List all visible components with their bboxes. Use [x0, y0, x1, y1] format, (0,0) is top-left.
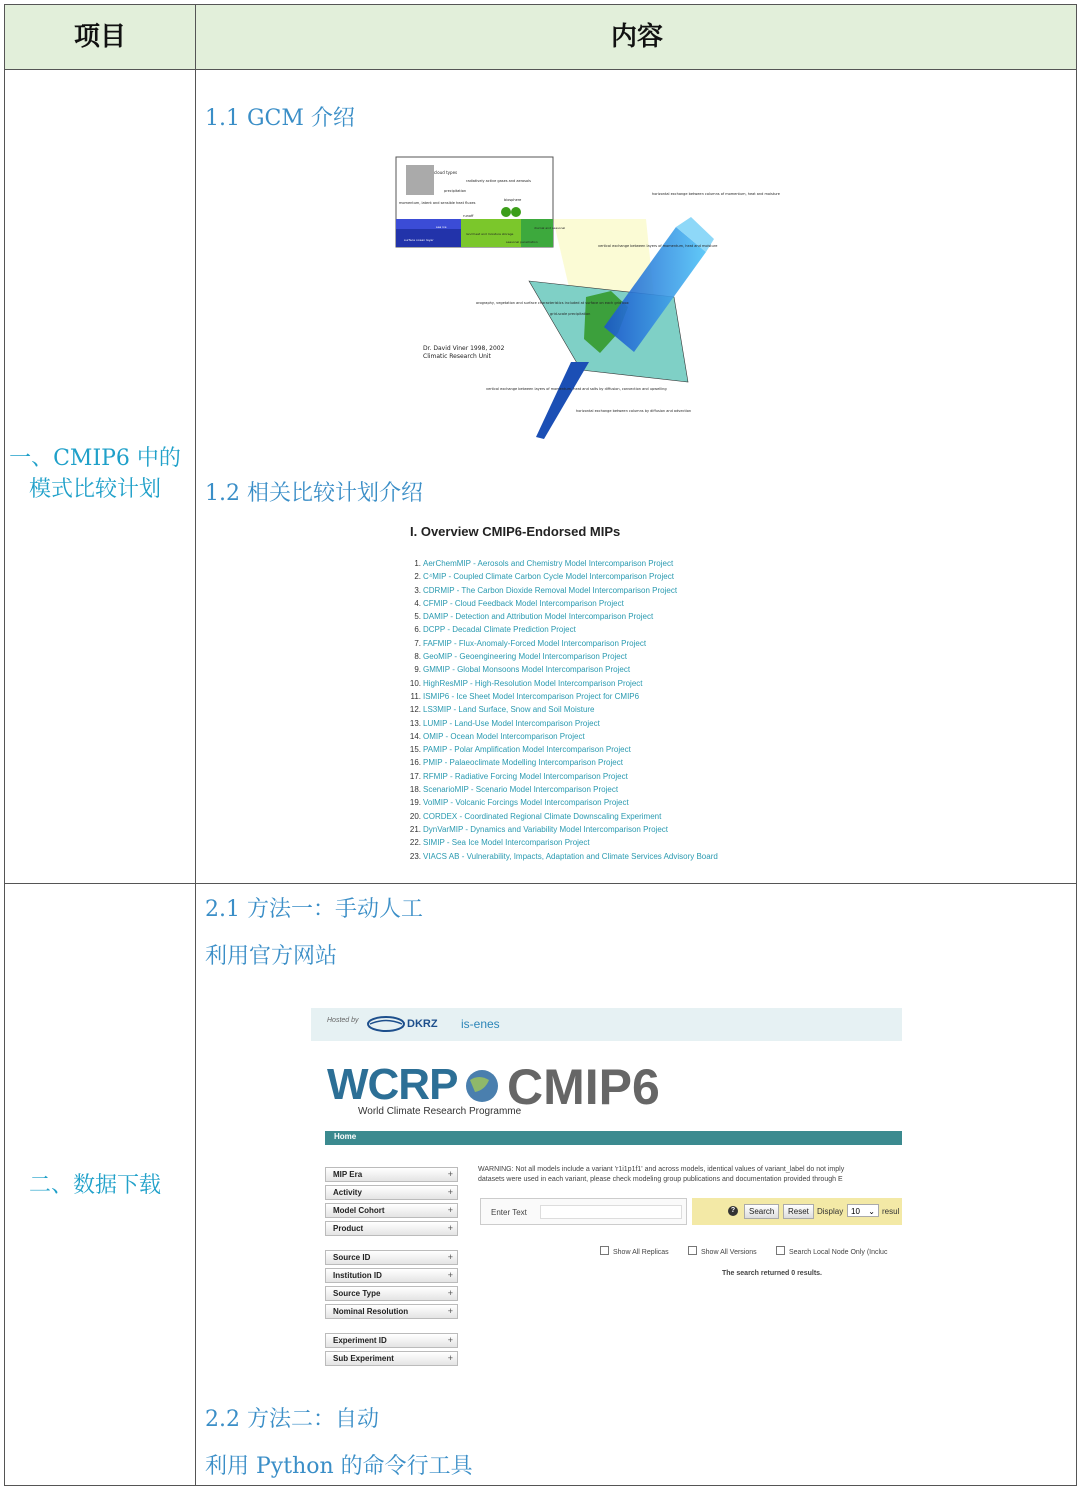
facet-label: Sub Experiment	[333, 1354, 394, 1363]
mip-description: - Radiative Forcing Model Intercomparison Project	[447, 771, 628, 781]
mip-description: - Scenario Model Intercomparison Project	[468, 785, 619, 795]
expand-plus-icon: +	[447, 1187, 453, 1197]
mip-list-item	[403, 756, 718, 769]
dkrz-logo-text: DKRZ	[407, 1018, 438, 1030]
facet-source-id[interactable]	[325, 1250, 458, 1265]
mip-description: - The Carbon Dioxide Removal Model Intercomparison Project	[454, 585, 678, 595]
label-seasonal: seasonal penetration	[506, 240, 538, 244]
label-vertical-top: vertical exchange between layers of momentum, heat and moisture	[598, 244, 718, 248]
chevron-down-icon: ⌄	[868, 1207, 875, 1216]
display-value: 10	[851, 1207, 860, 1216]
mip-list-item	[403, 823, 718, 836]
mip-number: 13.	[409, 718, 421, 728]
search-box	[480, 1198, 687, 1225]
mip-description: - High-Resolution Model Intercomparison Project	[467, 678, 643, 688]
checkbox-icon	[688, 1246, 697, 1255]
label-vertical-ocean: vertical exchange between layers of momentum, heat and salts by diffusion, convection and upwelling	[486, 387, 667, 391]
mip-description: - Coupled Climate Carbon Cycle Model Intercomparison Project	[446, 572, 674, 582]
gcm-diagram	[396, 157, 780, 442]
cloud-shape	[406, 165, 434, 195]
table-header	[5, 5, 1076, 70]
row-divider	[5, 883, 1076, 884]
mip-description: - Ice Sheet Model Intercomparison Project for CMIP6	[449, 691, 640, 701]
mip-list-item	[403, 663, 718, 676]
nav-home-link[interactable]: Home	[334, 1132, 357, 1141]
mip-number: 19.	[409, 798, 421, 808]
facet-label: Product	[333, 1224, 364, 1233]
mip-list-item	[403, 703, 718, 716]
label-horizontal-top: horizontal exchange between columns of momentum, heat and moisture	[652, 192, 780, 196]
mip-link[interactable]: RFMIP	[423, 771, 448, 781]
mip-list-item	[403, 810, 718, 823]
facet-product[interactable]	[325, 1221, 458, 1236]
mip-link[interactable]: LS3MIP	[423, 705, 452, 715]
label-ocean-layer: surface ocean layer	[404, 238, 434, 242]
expand-plus-icon: +	[447, 1288, 453, 1298]
mip-link[interactable]: ISMIP6	[423, 691, 450, 701]
label-fluxes: momentum, latent and sensible heat fluxes	[399, 201, 476, 205]
mip-number: 17.	[409, 771, 421, 781]
facet-label: Source ID	[333, 1253, 371, 1262]
mip-description: - Dynamics and Variability Model Intercomparison Project	[463, 824, 668, 834]
mip-number: 1.	[414, 559, 421, 568]
expand-plus-icon: +	[447, 1335, 453, 1345]
wcrp-subtitle: World Climate Research Programme	[358, 1106, 522, 1117]
section-2-1-title: 2.1 方法一：手动人工	[205, 897, 423, 922]
hosted-by-label: Hosted by	[327, 1017, 359, 1024]
label-cloud-types: cloud types	[434, 170, 458, 175]
mip-link[interactable]: CORDEX	[423, 811, 458, 821]
show-all-versions-checkbox[interactable]	[688, 1246, 757, 1256]
expand-plus-icon: +	[447, 1223, 453, 1233]
mip-description: - Detection and Attribution Model Intercomparison Project	[448, 612, 654, 622]
mip-list-item	[403, 796, 718, 809]
mip-link[interactable]: ScenarioMIP	[423, 785, 469, 795]
expand-plus-icon: +	[447, 1252, 453, 1262]
mip-link[interactable]: VIACS AB	[423, 851, 460, 861]
mip-description: - Flux-Anomaly-Forced Model Intercomparison Project	[451, 638, 647, 648]
mip-number: 23.	[409, 851, 421, 861]
mip-description: - Vulnerability, Impacts, Adaptation and Climate Services Advisory Board	[459, 851, 718, 861]
mip-link[interactable]: AerChemMIP	[423, 559, 471, 568]
section-2-2-title: 2.2 方法二：自动	[205, 1407, 379, 1432]
mip-link[interactable]: VolMIP	[423, 798, 449, 808]
warning-line: WARNING: Not all models include a variant 'r1i1p1f1' and across models, identical values of variant_label do not imply	[478, 1166, 845, 1173]
mip-description: - Ocean Model Intercomparison Project	[443, 731, 585, 741]
cmip6-logo: CMIP6	[507, 1059, 660, 1115]
expand-plus-icon: +	[447, 1270, 453, 1280]
mip-description: - Decadal Climate Prediction Project	[445, 625, 576, 635]
nav-bar	[325, 1131, 902, 1145]
tree	[501, 207, 511, 217]
mip-list-item	[403, 783, 718, 796]
mip-number: 6.	[414, 625, 421, 635]
facet-model-cohort[interactable]	[325, 1203, 458, 1218]
search-input[interactable]	[540, 1205, 682, 1219]
mip-list	[403, 557, 718, 863]
mip-list-item	[403, 836, 718, 849]
label-orography: orography, vegetation and surface characteristics included at surface on each grid box	[476, 301, 629, 305]
mip-number: 8.	[414, 652, 421, 662]
mip-number: 7.	[414, 638, 421, 648]
isenes-logo-text: is-enes	[461, 1017, 500, 1031]
label-grid-precip: grid-scale precipitation	[550, 312, 591, 316]
expand-plus-icon: +	[447, 1353, 453, 1363]
mip-number: 2.	[414, 572, 421, 582]
checkbox-label: Show All Replicas	[613, 1249, 669, 1256]
mip-link[interactable]: C⁴MIP	[423, 572, 447, 582]
facet-source-type[interactable]	[325, 1286, 458, 1301]
facet-label: Model Cohort	[333, 1206, 385, 1215]
mip-number: 10.	[409, 678, 421, 688]
ocean-band	[396, 219, 461, 229]
mip-number: 21.	[409, 824, 421, 834]
tree	[511, 207, 521, 217]
reset-button[interactable]: Reset	[783, 1204, 814, 1219]
label-horizontal-ocean: horizontal exchange between columns by diffusion and advection	[576, 409, 692, 413]
mip-number: 12.	[409, 705, 421, 715]
mip-list-item	[403, 570, 718, 583]
mip-number: 5.	[414, 612, 421, 622]
facet-label: Institution ID	[333, 1271, 382, 1280]
mip-number: 11.	[410, 691, 421, 701]
display-label: Display	[817, 1207, 844, 1216]
category-line: 一、CMIP6 中的	[9, 446, 181, 471]
label-radiative: radiatively active gases and aerosols	[466, 179, 531, 183]
facet-nominal-resolution[interactable]	[325, 1304, 458, 1319]
mip-number: 18.	[409, 785, 421, 795]
header-item: 项目	[73, 22, 126, 52]
mip-list-item	[403, 623, 718, 636]
label-biosphere: biosphere	[504, 198, 522, 202]
help-icon[interactable]: ?	[728, 1206, 738, 1216]
mip-link[interactable]: CDRMIP	[423, 585, 455, 595]
mip-link[interactable]: LUMIP	[423, 718, 448, 728]
label-land-heat: land heat and moisture storage	[466, 232, 514, 236]
facet-label: Nominal Resolution	[333, 1307, 409, 1316]
checkbox-label: Show All Versions	[701, 1249, 757, 1256]
facet-mip-era[interactable]	[325, 1167, 458, 1182]
dkrz-logo-icon	[366, 1015, 406, 1033]
label-precipitation: precipitation	[444, 189, 467, 193]
label-diurnal: diurnal and seasonal	[534, 226, 566, 230]
mip-number: 14.	[409, 731, 421, 741]
checkbox-icon	[600, 1246, 609, 1255]
mip-list-item	[403, 557, 718, 570]
mip-link[interactable]: DynVarMIP	[423, 824, 464, 834]
section-1-1-title: 1.1 GCM 介绍	[205, 106, 355, 131]
mip-number: 15.	[409, 745, 421, 755]
mip-overview-title: I. Overview CMIP6-Endorsed MIPs	[410, 524, 621, 539]
facet-institution-id[interactable]	[325, 1268, 458, 1283]
column-divider	[195, 5, 196, 1485]
search-controls	[692, 1198, 902, 1225]
results-label: resul	[882, 1207, 900, 1216]
mip-link[interactable]: GeoMIP	[423, 652, 453, 662]
mip-list-item	[403, 610, 718, 623]
mip-list-item	[403, 850, 718, 863]
mip-number: 20.	[409, 811, 421, 821]
hosted-by-bar	[311, 1008, 902, 1041]
mip-number: 4.	[414, 598, 421, 608]
mip-description: - Palaeoclimate Modelling Intercomparison Project	[442, 758, 623, 768]
globe-icon	[461, 1068, 503, 1104]
checkbox-label: Search Local Node Only (Incluc	[789, 1249, 888, 1256]
search-result-message: The search returned 0 results.	[722, 1270, 822, 1277]
header-content: 内容	[610, 22, 663, 52]
mip-list-item	[403, 650, 718, 663]
mip-list-item	[403, 717, 718, 730]
mip-link[interactable]: DAMIP	[423, 612, 449, 622]
expand-plus-icon: +	[447, 1306, 453, 1316]
section-2-2-subtitle: 利用 Python 的命令行工具	[205, 1454, 473, 1479]
show-all-replicas-checkbox[interactable]	[600, 1246, 669, 1256]
label-sea-ice: sea ice	[436, 225, 447, 229]
facet-label: Experiment ID	[333, 1336, 387, 1345]
mip-link[interactable]: CFMIP	[423, 598, 448, 608]
mip-list-item	[403, 597, 718, 610]
mip-link[interactable]: SIMIP	[423, 838, 445, 848]
search-local-node-checkbox[interactable]	[776, 1246, 887, 1256]
mip-description: - Coordinated Regional Climate Downscaling Experiment	[457, 811, 662, 821]
mip-description: - Sea Ice Model Intercomparison Project	[444, 838, 590, 848]
ocean-column	[536, 362, 589, 439]
category-cmip6-mips	[0, 443, 190, 505]
expand-plus-icon: +	[447, 1169, 453, 1179]
mip-description: - Cloud Feedback Model Intercomparison Project	[447, 598, 624, 608]
mip-description: - Polar Amplification Model Intercomparison Project	[447, 745, 631, 755]
label-runoff: runoff	[463, 214, 474, 218]
mip-link[interactable]: DCPP	[423, 625, 446, 635]
mip-number: 3.	[414, 585, 421, 595]
mip-link[interactable]: FAFMIP	[423, 638, 452, 648]
display-select[interactable]	[847, 1204, 879, 1217]
cmip6-portal-screenshot	[311, 1008, 902, 1363]
enter-text-label: Enter Text	[491, 1208, 527, 1217]
mip-link[interactable]: PMIP	[423, 758, 443, 768]
mip-number: 16.	[409, 758, 421, 768]
mip-link[interactable]: PAMIP	[423, 745, 448, 755]
warning-text	[478, 1165, 908, 1185]
mip-number: 9.	[414, 665, 421, 675]
mip-list-item	[403, 584, 718, 597]
mip-list-item	[403, 730, 718, 743]
mip-link[interactable]: GMMIP	[423, 665, 450, 675]
mip-description: - Global Monsoons Model Intercomparison Project	[449, 665, 631, 675]
mip-description: - Geoengineering Model Intercomparison Project	[452, 652, 627, 662]
facet-label: Source Type	[333, 1289, 381, 1298]
mip-list-item	[403, 770, 718, 783]
category-line: 模式比较计划	[28, 477, 161, 502]
expand-plus-icon: +	[447, 1205, 453, 1215]
label-credit: Dr. David Viner 1998, 2002	[423, 345, 505, 352]
facet-label: Activity	[333, 1188, 362, 1197]
facet-sub-experiment[interactable]	[325, 1351, 458, 1366]
section-1-2-title: 1.2 相关比较计划介绍	[205, 481, 423, 506]
checkbox-icon	[776, 1246, 785, 1255]
category-data-download: 二、数据下载	[28, 1173, 161, 1198]
mip-number: 22.	[409, 838, 421, 848]
mip-description: - Land Surface, Snow and Soil Moisture	[451, 705, 595, 715]
mip-description: - Volcanic Forcings Model Intercomparison Project	[448, 798, 629, 808]
mip-list-item	[403, 677, 718, 690]
facet-activity[interactable]	[325, 1185, 458, 1200]
label-credit-2: Climatic Research Unit	[423, 353, 491, 360]
warning-line: datasets were used in each variant, please check modeling group publications and documentation provided through E	[478, 1176, 843, 1183]
facet-label: MIP Era	[333, 1170, 363, 1179]
mip-list-item	[403, 743, 718, 756]
mip-list-item	[403, 637, 718, 650]
search-button[interactable]: Search	[744, 1204, 779, 1219]
mip-link[interactable]: OMIP	[423, 731, 444, 741]
section-2-1-subtitle: 利用官方网站	[205, 944, 338, 969]
mip-link[interactable]: HighResMIP	[423, 678, 468, 688]
mip-list-item	[403, 690, 718, 703]
mip-description: - Land-Use Model Intercomparison Project	[447, 718, 600, 728]
wcrp-logo: WCRP	[327, 1060, 458, 1109]
facet-experiment-id[interactable]	[325, 1333, 458, 1348]
mip-description: - Aerosols and Chemistry Model Intercomparison Project	[470, 559, 674, 568]
